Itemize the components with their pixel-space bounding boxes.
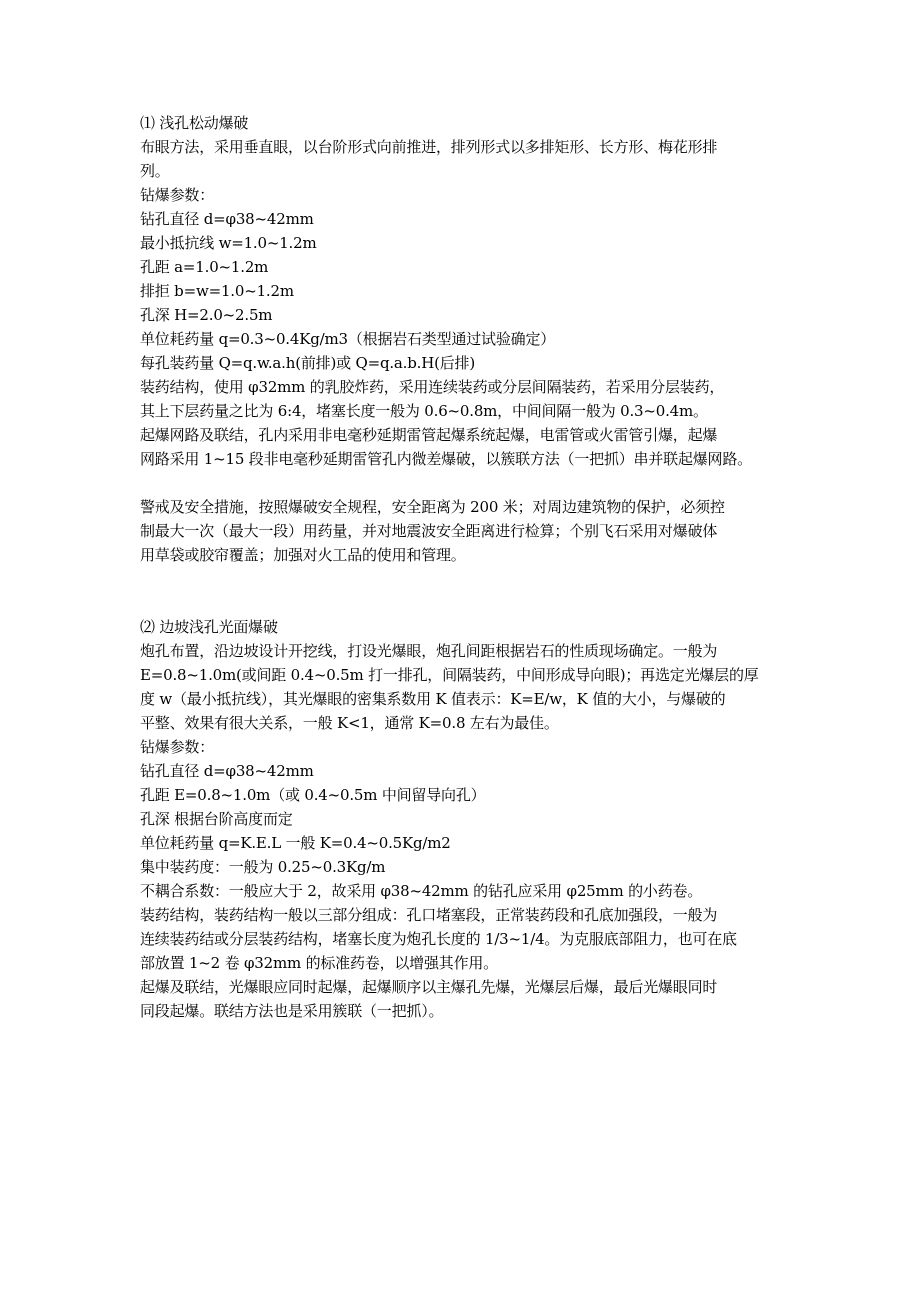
section-2-line: 集中装药度：一般为 0.25~0.3Kg/m xyxy=(140,858,386,876)
section-1-line: 起爆网路及联结，孔内采用非电毫秒延期雷管起爆系统起爆，电雷管或火雷管引爆，起爆 xyxy=(140,426,718,444)
section-2-line: 装药结构，装药结构一般以三部分组成：孔口堵塞段，正常装药段和孔底加强段，一般为 xyxy=(140,906,718,924)
section-2-line: 起爆及联结，光爆眼应同时起爆，起爆顺序以主爆孔先爆，光爆层后爆，最后光爆眼同时 xyxy=(140,978,718,996)
section-2-line: 连续装药结或分层装药结构，堵塞长度为炮孔长度的 1/3~1/4。为克服底部阻力，也可在底 xyxy=(140,930,737,948)
section-1-line: 最小抵抗线 w=1.0~1.2m xyxy=(140,234,317,252)
section-1-line: 单位耗药量 q=0.3~0.4Kg/m3（根据岩石类型通过试验确定） xyxy=(140,330,556,348)
safety-line: 警戒及安全措施，按照爆破安全规程，安全距离为 200 米；对周边建筑物的保护，必须控 xyxy=(140,498,725,516)
document-page xyxy=(140,111,800,1023)
section-2-line: 不耦合系数：一般应大于 2，故采用 φ38~42mm 的钻孔应采用 φ25mm 的小药卷。 xyxy=(140,882,703,900)
section-2-line: 度 w（最小抵抗线），其光爆眼的密集系数用 K 值表示：K=E/w，K 值的大小，与爆破的 xyxy=(140,690,726,708)
section-1-line: 列。 xyxy=(140,162,170,180)
section-2-line: 孔深 根据台阶高度而定 xyxy=(140,810,293,828)
section-1-line: 排拒 b=w=1.0~1.2m xyxy=(140,282,294,300)
section-2-heading: ⑵ 边坡浅孔光面爆破 xyxy=(140,618,278,636)
section-2-line: 炮孔布置，沿边坡设计开挖线，打设光爆眼，炮孔间距根据岩石的性质现场确定。一般为 xyxy=(140,642,718,660)
safety-line: 制最大一次（最大一段）用药量，并对地震波安全距离进行检算；个别飞石采用对爆破体 xyxy=(140,522,718,540)
section-2-line: 单位耗药量 q=K.E.L 一般 K=0.4~0.5Kg/m2 xyxy=(140,834,451,852)
section-1-line: 装药结构，使用 φ32mm 的乳胶炸药，采用连续装药或分层间隔装药，若采用分层装药， xyxy=(140,378,725,396)
section-2-line: 钻孔直径 d=φ38~42mm xyxy=(140,762,314,780)
section-2-line: 钻爆参数： xyxy=(140,738,215,756)
section-1-line: 钻爆参数： xyxy=(140,186,215,204)
section-1-heading: ⑴ 浅孔松动爆破 xyxy=(140,114,249,132)
section-2-line: 部放置 1~2 卷 φ32mm 的标准药卷，以增强其作用。 xyxy=(140,954,498,972)
section-1-line: 钻孔直径 d=φ38~42mm xyxy=(140,210,314,228)
section-1-line: 其上下层药量之比为 6:4，堵塞长度一般为 0.6~0.8m，中间间隔一般为 0.3~0.4m。 xyxy=(140,402,708,420)
safety-line: 用草袋或胶帘覆盖；加强对火工品的使用和管理。 xyxy=(140,546,466,564)
section-2-line: 平整、效果有很大关系，一般 K<1，通常 K=0.8 左右为最佳。 xyxy=(140,714,559,732)
blank-line xyxy=(140,567,800,615)
section-1-line: 布眼方法，采用垂直眼，以台阶形式向前推进，排列形式以多排矩形、长方形、梅花形排 xyxy=(140,138,718,156)
section-1-line: 每孔装药量 Q=q.w.a.h(前排)或 Q=q.a.b.H(后排) xyxy=(140,354,475,372)
section-1-line: 网路采用 1~15 段非电毫秒延期雷管孔内微差爆破，以簇联方法（一把抓）串并联起爆网路。 xyxy=(140,450,752,468)
section-2-line: 孔距 E=0.8~1.0m（或 0.4~0.5m 中间留导向孔） xyxy=(140,786,486,804)
section-2-line: 同段起爆。联结方法也是采用簇联（一把抓）。 xyxy=(140,1002,444,1020)
section-2-line: E=0.8~1.0m(或间距 0.4~0.5m 打一排孔，间隔装药，中间形成导向眼)；再选定光爆层的厚 xyxy=(140,666,759,684)
blank-line xyxy=(140,471,800,495)
section-1-line: 孔距 a=1.0~1.2m xyxy=(140,258,269,276)
section-1-line: 孔深 H=2.0~2.5m xyxy=(140,306,273,324)
